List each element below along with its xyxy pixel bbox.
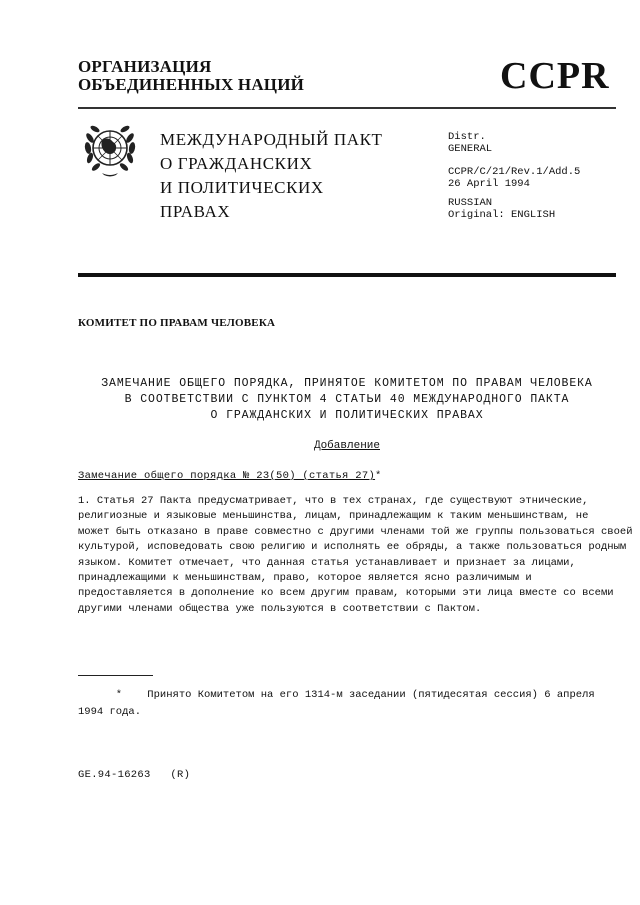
paragraph-line: религиозные и языковые меньшинства, лицам, принадлежащим к таким меньшинствам, не xyxy=(78,510,589,523)
comment-heading-line1: ЗАМЕЧАНИЕ ОБЩЕГО ПОРЯДКА, ПРИНЯТОЕ КОМИТЕТОМ ПО ПРАВАМ ЧЕЛОВЕКА xyxy=(101,377,593,390)
footnote-line1: * Принято Комитетом на его 1314-м заседании (пятидесятая сессия) 6 апреля xyxy=(78,689,595,701)
original-language: Original: ENGLISH xyxy=(448,209,556,221)
footnote-line2: 1994 года. xyxy=(78,706,142,718)
comment-heading-line3: О ГРАЖДАНСКИХ И ПОЛИТИЧЕСКИХ ПРАВАХ xyxy=(210,409,484,422)
committee-name: КОМИТЕТ ПО ПРАВАМ ЧЕЛОВЕКА xyxy=(78,317,276,329)
footnote-separator xyxy=(78,675,153,676)
footnote-marker: * xyxy=(375,470,382,482)
org-name-line1: ОРГАНИЗАЦИЯ xyxy=(78,57,212,76)
comment-heading-line2: В СООТВЕТСТВИИ С ПУНКТОМ 4 СТАТЬИ 40 МЕЖДУНАРОДНОГО ПАКТА xyxy=(124,393,570,406)
header-divider xyxy=(78,107,616,109)
paragraph-line: языком. Комитет отмечает, что данная статья устанавливает и признает за лицами, xyxy=(78,556,576,569)
covenant-title-line1: МЕЖДУНАРОДНЫЙ ПАКТ xyxy=(160,130,383,149)
document-code: CCPR/C/21/Rev.1/Add.5 xyxy=(448,166,581,178)
paragraph-line: 1. Статья 27 Пакта предусматривает, что в тех странах, где существуют этнические, xyxy=(78,495,589,507)
document-date: 26 April 1994 xyxy=(448,178,530,190)
paragraph-line: принадлежащими к меньшинствам, право, которое является ясно различимым и xyxy=(78,571,532,584)
distr-value: GENERAL xyxy=(448,143,493,155)
paragraph-line: культурой, исповедовать свою религию и исполнять ее обряды, а также пользоваться родным xyxy=(78,541,627,554)
covenant-title-line2: О ГРАЖДАНСКИХ xyxy=(160,154,313,173)
paragraph-line: может быть отказано в праве совместно с другими членами той же группы пользоваться своей xyxy=(78,525,633,538)
document-reference: GE.94-16263 (R) xyxy=(78,769,191,781)
paragraph-line: другими членами общества уже пользуются в соответствии с Пактом. xyxy=(78,602,482,615)
section-divider xyxy=(78,273,616,277)
paragraph-1 xyxy=(78,494,633,617)
addendum-label: Добавление xyxy=(313,440,380,452)
covenant-title-line3: И ПОЛИТИЧЕСКИХ xyxy=(160,178,324,197)
document-language: RUSSIAN xyxy=(448,197,493,209)
general-comment-title xyxy=(78,470,382,482)
paragraph-line: предоставляется в дополнение ко всем другим правам, которыми эти лица вместе со всеми xyxy=(78,587,614,600)
covenant-title-line4: ПРАВАХ xyxy=(160,202,231,221)
distr-label: Distr. xyxy=(448,131,486,143)
un-emblem-icon xyxy=(80,118,140,178)
org-name-line2: ОБЪЕДИНЕННЫХ НАЦИЙ xyxy=(78,75,305,94)
document-symbol: CCPR xyxy=(500,55,610,97)
general-comment-title-text: Замечание общего порядка № 23(50) (статья 27) xyxy=(78,470,376,482)
